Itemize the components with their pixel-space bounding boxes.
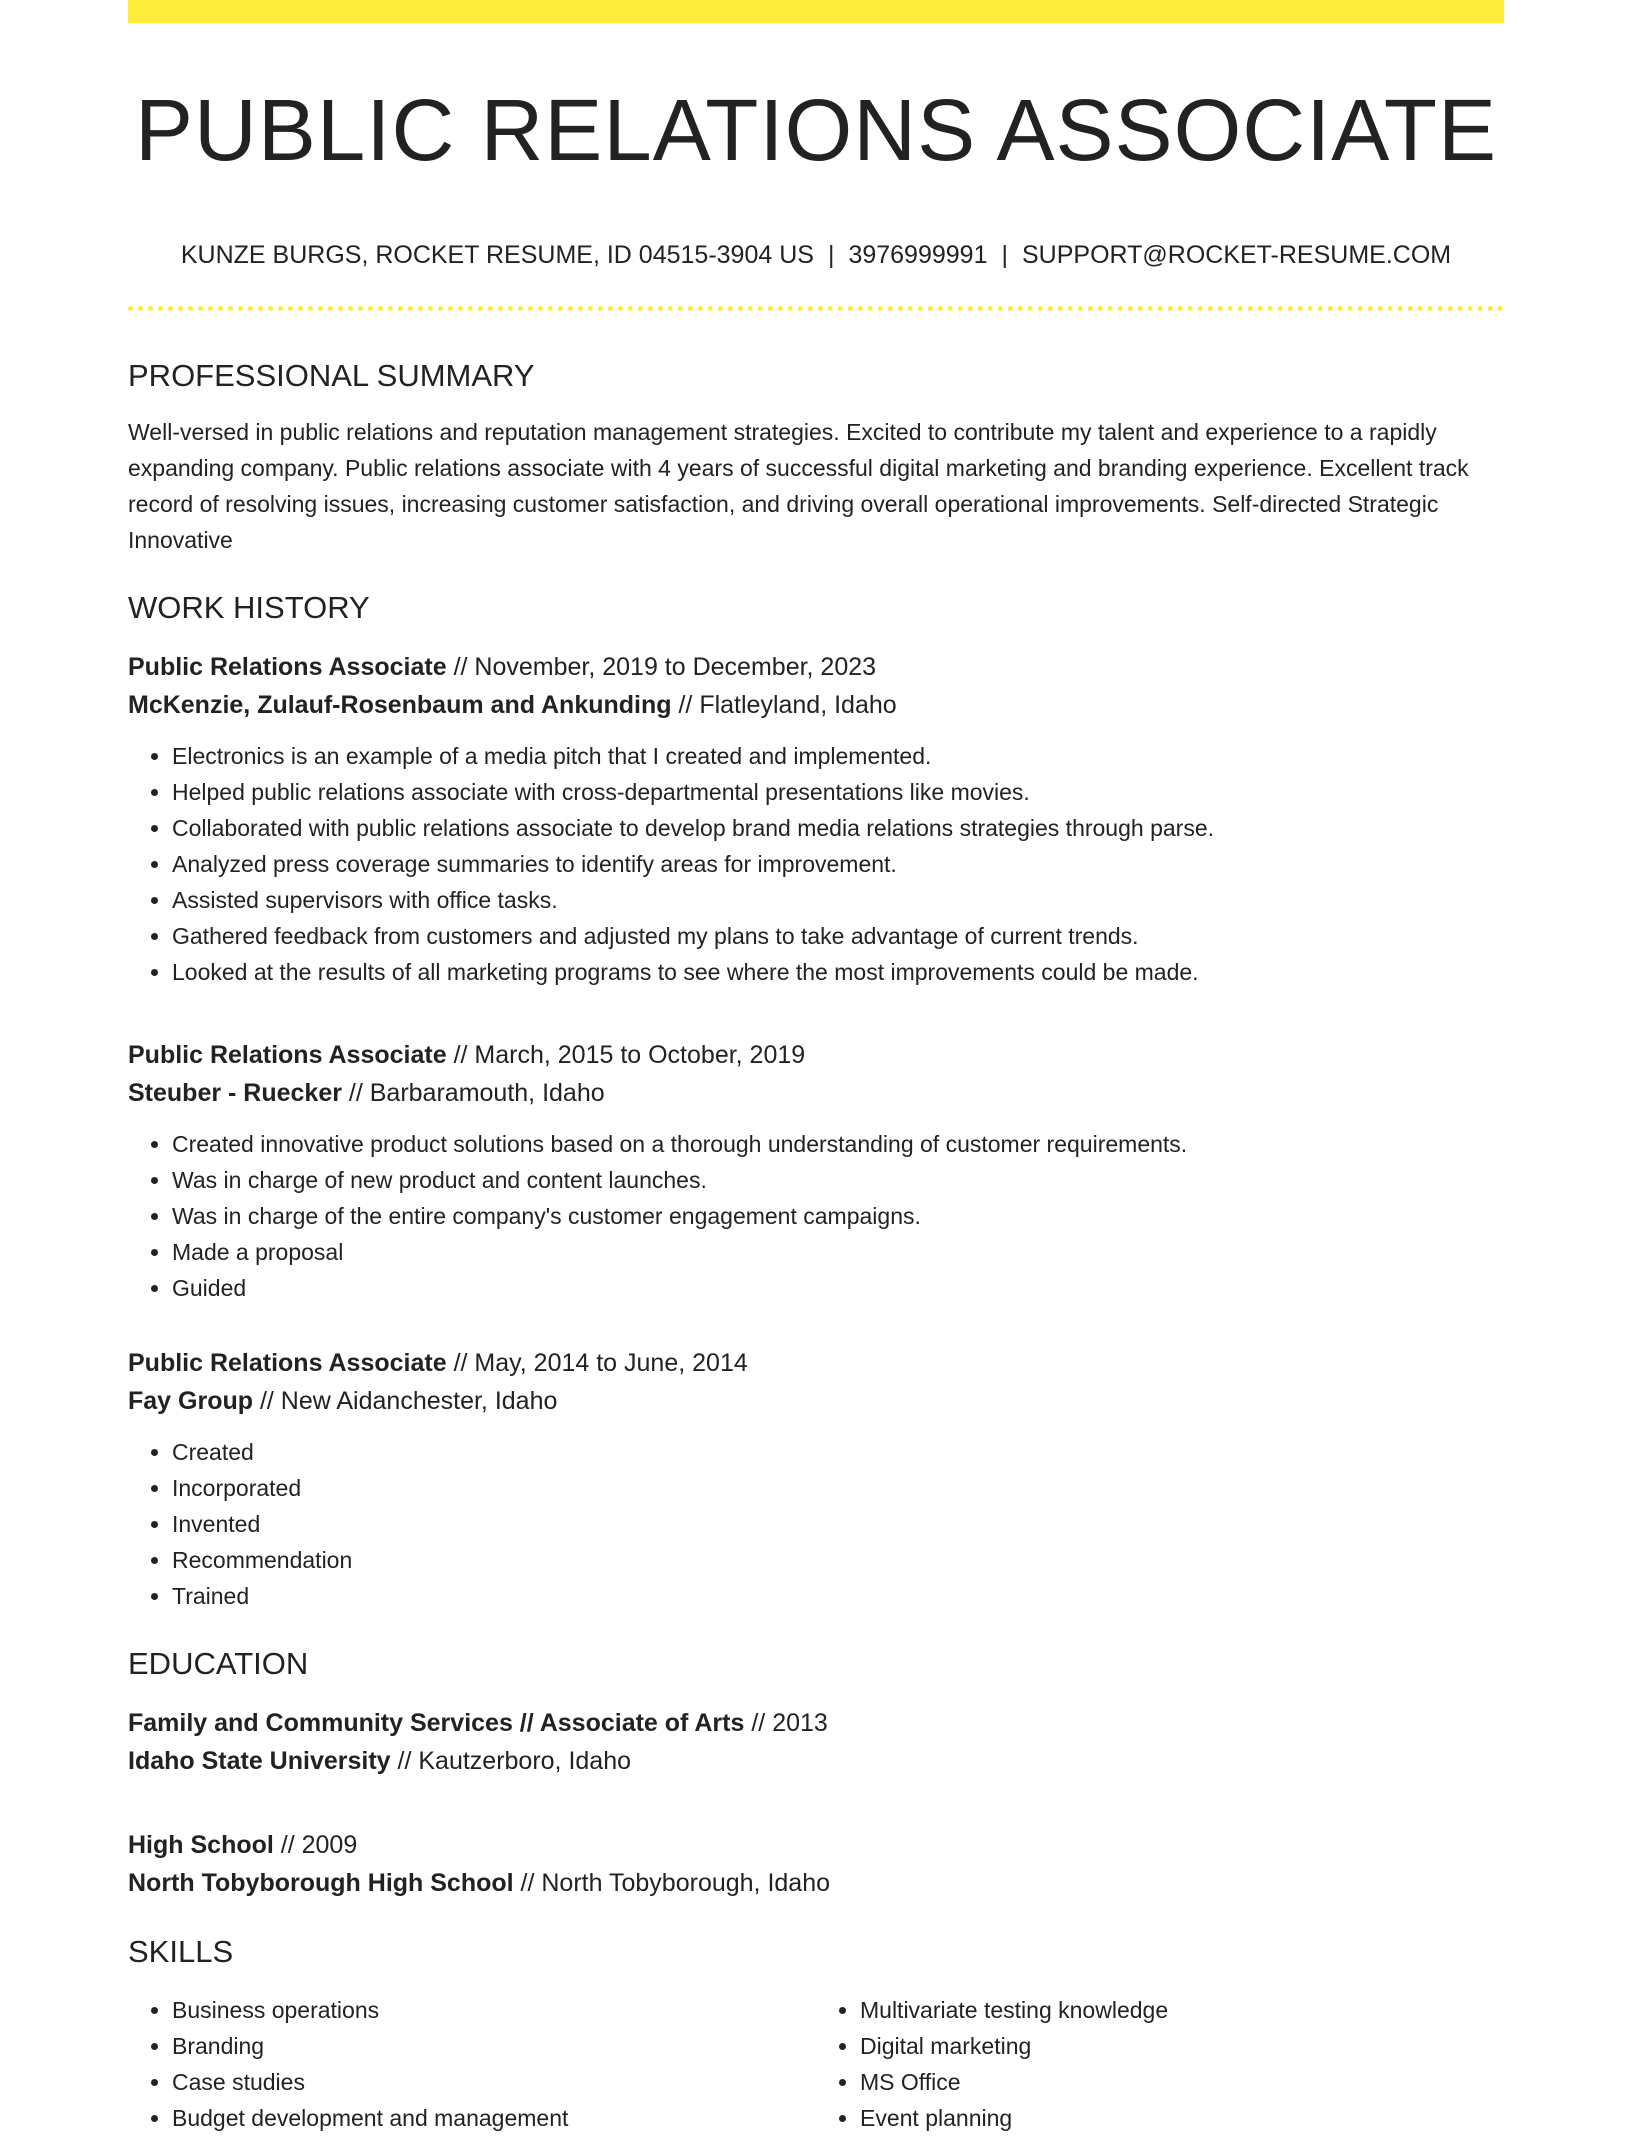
- job-title: Public Relations Associate: [128, 653, 447, 681]
- list-item: • Helped public relations associate with cross-departmental presentations like movies.: [172, 774, 1504, 810]
- list-item: • Gathered feedback from customers and adjusted my plans to take advantage of current trends.: [172, 918, 1504, 954]
- job-bullets: [128, 1126, 1504, 1306]
- education-heading: EDUCATION: [128, 1646, 309, 1681]
- job-company: Steuber - Ruecker: [128, 1079, 342, 1107]
- education-degree-line: [128, 1826, 1504, 1864]
- job-entry: [128, 1036, 1504, 1306]
- work-history-heading: WORK HISTORY: [128, 590, 370, 625]
- list-item: • Made a proposal: [172, 1234, 1504, 1270]
- education-school-line: [128, 1742, 1504, 1780]
- job-bullets: [128, 1434, 1504, 1614]
- contact-separator: |: [1001, 241, 1008, 269]
- education-entry: [128, 1826, 1504, 1902]
- job-location: // Barbaramouth, Idaho: [341, 1079, 605, 1107]
- list-item: • Electronics is an example of a media pitch that I created and implemented.: [172, 738, 1504, 774]
- education-school-line: [128, 1864, 1504, 1902]
- job-entry: [128, 648, 1504, 990]
- job-title-line: [128, 1344, 1504, 1382]
- education-year: // 2009: [273, 1831, 358, 1859]
- education-section: [128, 1638, 1504, 1926]
- list-item: • Business operations: [172, 1992, 816, 2028]
- job-location: // Flatleyland, Idaho: [671, 691, 897, 719]
- list-item: • Budget development and management: [172, 2100, 816, 2136]
- job-company: Fay Group: [128, 1387, 254, 1415]
- education-location: // North Tobyborough, Idaho: [513, 1869, 831, 1897]
- accent-bar: [128, 0, 1504, 23]
- summary-heading: PROFESSIONAL SUMMARY: [128, 358, 535, 393]
- skills-section: [128, 1926, 1504, 2136]
- job-company-line: [128, 1382, 1504, 1420]
- resume-content: [128, 350, 1504, 2136]
- list-item: • Analyzed press coverage summaries to identify areas for improvement.: [172, 846, 1504, 882]
- skills-list-left: [128, 1992, 816, 2136]
- summary-text: Well-versed in public relations and reputation management strategies. Excited to contribute my talent and experience to a rapidly expanding company. Public relations associate with 4 years of successful digital marketing and branding experience. Excellent track record of resolving issues, increasing customer satisfaction, and driving overall operational improvements. Self-directed Strategic Innovative: [128, 419, 1469, 553]
- job-bullets: [128, 738, 1504, 990]
- job-title-line: [128, 1036, 1504, 1074]
- list-item: • Assisted supervisors with office tasks.: [172, 882, 1504, 918]
- education-location: // Kautzerboro, Idaho: [390, 1747, 632, 1775]
- list-item: • Case studies: [172, 2064, 816, 2100]
- summary-section: [128, 350, 1504, 558]
- education-entry: [128, 1704, 1504, 1780]
- list-item: • Event planning: [860, 2100, 1504, 2136]
- list-item: • Looked at the results of all marketing programs to see where the most improvements could be made.: [172, 954, 1504, 990]
- list-item: • Was in charge of new product and content launches.: [172, 1162, 1504, 1198]
- job-company-line: [128, 686, 1504, 724]
- job-title-line: [128, 648, 1504, 686]
- job-title: Public Relations Associate: [128, 1041, 447, 1069]
- list-item: • Collaborated with public relations associate to develop brand media relations strategies through parse.: [172, 810, 1504, 846]
- list-item: • Incorporated: [172, 1470, 1504, 1506]
- list-item: • Recommendation: [172, 1542, 1504, 1578]
- job-title: Public Relations Associate: [128, 1349, 447, 1377]
- list-item: • Trained: [172, 1578, 1504, 1614]
- job-company-line: [128, 1074, 1504, 1112]
- job-location: // New Aidanchester, Idaho: [253, 1387, 558, 1415]
- list-item: • Branding: [172, 2028, 816, 2064]
- list-item: • Guided: [172, 1270, 1504, 1306]
- page-title: PUBLIC RELATIONS ASSOCIATE: [135, 82, 1497, 179]
- job-dates: // May, 2014 to June, 2014: [446, 1349, 748, 1377]
- list-item: • MS Office: [860, 2064, 1504, 2100]
- education-school: North Tobyborough High School: [128, 1869, 514, 1897]
- job-entry: [128, 1344, 1504, 1614]
- list-item: • Invented: [172, 1506, 1504, 1542]
- job-dates: // November, 2019 to December, 2023: [446, 653, 877, 681]
- education-year: // 2013: [744, 1709, 828, 1737]
- contact-phone: 3976999991: [848, 241, 988, 269]
- list-item: • Created: [172, 1434, 1504, 1470]
- list-item: • Digital marketing: [860, 2028, 1504, 2064]
- list-item: • Multivariate testing knowledge: [860, 1992, 1504, 2028]
- list-item: • Created innovative product solutions based on a thorough understanding of customer requirements.: [172, 1126, 1504, 1162]
- work-history-section: [128, 582, 1504, 1638]
- dotted-divider: [128, 306, 1504, 311]
- skills-heading: SKILLS: [128, 1934, 234, 1969]
- contact-address: KUNZE BURGS, ROCKET RESUME, ID 04515-3904 US: [180, 241, 814, 269]
- skills-list-right: [816, 1992, 1504, 2136]
- education-degree: High School: [128, 1831, 274, 1859]
- job-company: McKenzie, Zulauf-Rosenbaum and Ankunding: [128, 691, 672, 719]
- education-degree: Family and Community Services // Associate of Arts: [128, 1709, 745, 1737]
- list-item: • Was in charge of the entire company's customer engagement campaigns.: [172, 1198, 1504, 1234]
- education-school: Idaho State University: [128, 1747, 391, 1775]
- job-dates: // March, 2015 to October, 2019: [446, 1041, 806, 1069]
- skills-columns: [128, 1978, 1504, 2136]
- education-degree-line: [128, 1704, 1504, 1742]
- contact-email[interactable]: SUPPORT@ROCKET-RESUME.COM: [1021, 241, 1452, 269]
- contact-separator: |: [827, 241, 835, 269]
- contact-line: [128, 236, 1504, 274]
